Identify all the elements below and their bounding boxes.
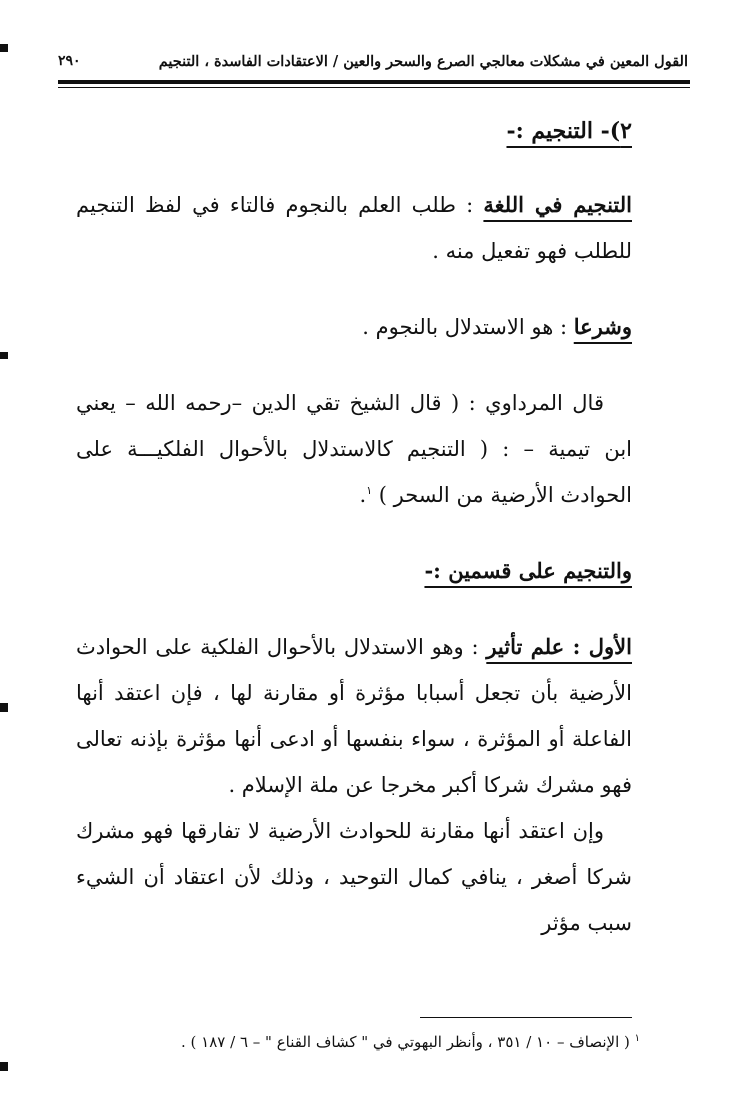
paragraph-language-definition: [76, 182, 632, 274]
term-language: التنجيم في اللغة: [483, 192, 632, 217]
paragraph-text: : طلب العلم بالنجوم فالتاء في لفظ التنجيم للطلب فهو تفعيل منه .: [76, 193, 632, 263]
header-rule: [58, 80, 690, 84]
footnote-reference: ١: [366, 484, 373, 497]
paragraph-text: وإن اعتقد أنها مقارنة للحوادث الأرضية لا تفارقها فهو مشرك شركا أصغر ، ينافي كمال التوحيد ، وذلك لأن اعتقاد أن الشيء سبب مؤثر: [76, 819, 632, 935]
scan-edge-mark: [0, 1062, 8, 1071]
scan-edge-mark: [0, 703, 8, 712]
section-heading: [76, 108, 632, 154]
paragraph-text: قال المرداوي : ( قال الشيخ تقي الدين –رحمه الله – يعني ابن تيمية – : ( التنجيم كالاستدلال بالأحوال الفلكيـــة على الحوادث الأرضية من السحر ): [76, 391, 632, 507]
running-title: القول المعين في مشكلات معالجي الصرع والسحر والعين / الاعتقادات الفاسدة ، التنجيم: [158, 52, 688, 70]
term-legal: وشرعا: [573, 314, 632, 339]
section-heading-text: ٢)- التنجيم :-: [506, 118, 632, 144]
footnote: [80, 1030, 640, 1054]
header-rule-thin: [58, 87, 690, 88]
footnote-rule: [420, 1017, 632, 1018]
scan-edge-mark: [0, 352, 8, 359]
paragraph-legal-definition: [76, 304, 632, 350]
term-first-type: الأول : علم تأثير: [486, 634, 632, 659]
paragraph-second-type: [76, 808, 632, 946]
sub-heading-text: والتنجيم على قسمين :-: [424, 558, 632, 583]
running-header: [58, 44, 688, 78]
page-number: ٢٩٠: [58, 53, 81, 69]
sub-heading: [76, 548, 632, 594]
paragraph-text: : هو الاستدلال بالنجوم .: [362, 315, 574, 339]
paragraph-first-type: [76, 624, 632, 808]
footnote-text: ( الإنصاف – ١٠ / ٣٥١ ، وأنظر البهوتي في " كشاف القناع " – ٦ / ١٨٧ ) .: [181, 1033, 635, 1051]
body-text: [76, 108, 632, 946]
paragraph-quote: [76, 380, 632, 518]
paragraph-end: .: [359, 483, 367, 507]
scan-edge-mark: [0, 44, 8, 52]
paragraph-text: : وهو الاستدلال بالأحوال الفلكية على الحوادث الأرضية بأن تجعل أسبابا مؤثرة أو مقارنة لها ، فإن اعتقد أنها الفاعلة أو المؤثرة ، سواء بنفسها أو ادعى أنها مؤثرة بإذنه تعالى فهو مشرك شركا أكبر مخرجا عن ملة الإسلام .: [76, 635, 632, 797]
footnote-marker: ١: [634, 1033, 640, 1044]
